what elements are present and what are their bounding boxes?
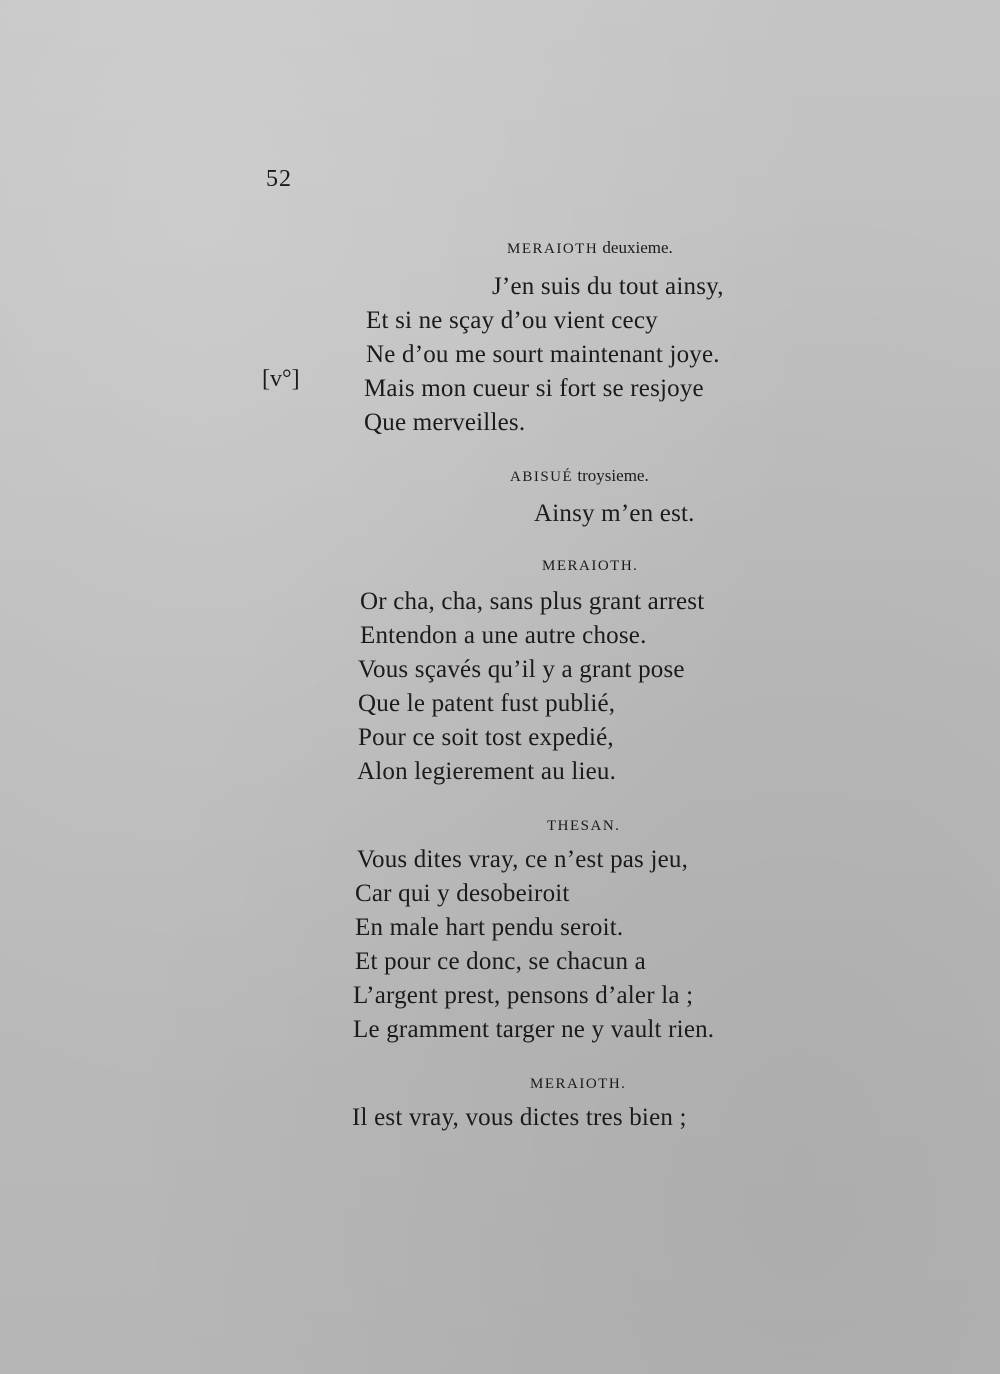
verse-line: Alon legierement au lieu.	[357, 758, 617, 785]
verse-line: Entendon a une autre chose.	[360, 622, 647, 649]
speaker-heading	[510, 466, 649, 486]
speaker-name: THESAN.	[547, 818, 621, 834]
verse-line: Et si ne sçay d’ou vient cecy	[366, 307, 658, 334]
speaker-name: MERAIOTH	[507, 241, 599, 257]
verse-line: Vous dites vray, ce n’est pas jeu,	[357, 846, 689, 873]
verse-line: Et pour ce donc, se chacun a	[355, 948, 646, 975]
speaker-heading	[547, 815, 620, 835]
speaker-name: MERAIOTH.	[542, 558, 639, 574]
verse-line: Il est vray, vous dictes tres bien ;	[352, 1104, 687, 1131]
speaker-heading	[542, 555, 638, 575]
speaker-suffix: troysieme.	[573, 466, 649, 485]
verse-line: Ne d’ou me sourt maintenant joye.	[366, 341, 720, 368]
verse-line: Or cha, cha, sans plus grant arrest	[360, 588, 705, 615]
verse-line: Que le patent fust publié,	[358, 690, 616, 717]
folio-verso-mark: [v°]	[262, 366, 300, 392]
verse-line: Mais mon cueur si fort se resjoye	[364, 375, 704, 402]
verse-line: Pour ce soit tost expedié,	[358, 724, 614, 751]
speaker-heading	[507, 238, 673, 258]
speaker-heading	[530, 1073, 626, 1093]
verse-line: Car qui y desobeiroit	[355, 880, 570, 907]
speaker-name: ABISUÉ	[510, 469, 574, 485]
verse-line: L’argent prest, pensons d’aler la ;	[353, 982, 694, 1009]
verse-line: J’en suis du tout ainsy,	[492, 273, 724, 300]
verse-line: Ainsy m’en est.	[534, 500, 695, 527]
page-number: 52	[266, 166, 292, 192]
verse-line: Le gramment targer ne y vault rien.	[353, 1016, 715, 1043]
verse-line: Vous sçavés qu’il y a grant pose	[358, 656, 685, 683]
speaker-suffix: deuxieme.	[598, 238, 673, 257]
verse-line: En male hart pendu seroit.	[355, 914, 624, 941]
speaker-name: MERAIOTH.	[530, 1076, 627, 1092]
verse-line: Que merveilles.	[364, 409, 526, 436]
